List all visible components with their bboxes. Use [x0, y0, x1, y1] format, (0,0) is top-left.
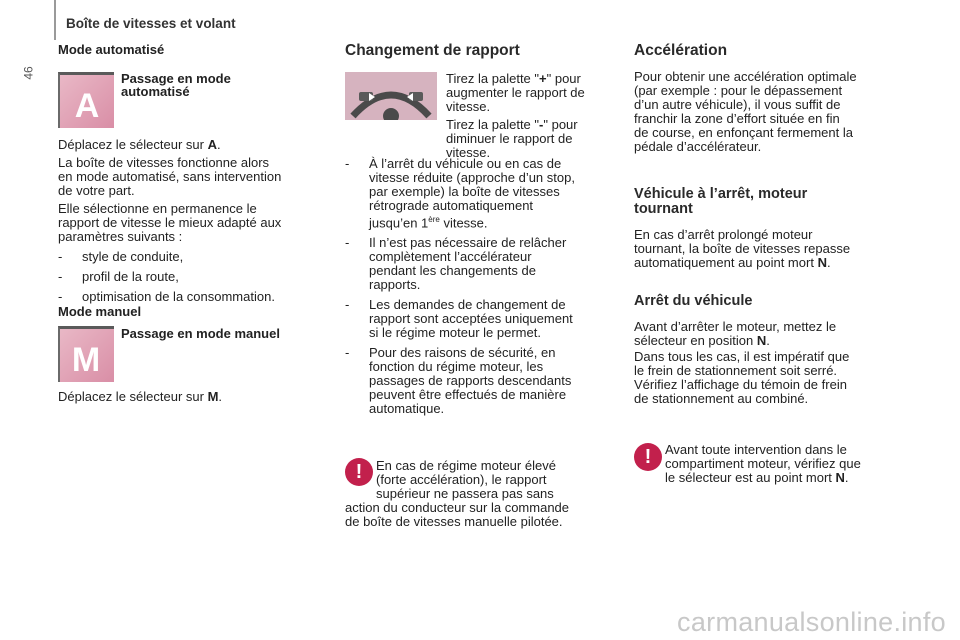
parking-brake-text: Dans tous les cas, il est impératif que le frein de stationnement soit serré. Vérifiez l’affichage du témoin de frein de stationnement au combiné. — [634, 349, 850, 406]
list-item: - optimisation de la consommation. — [58, 289, 275, 304]
auto-passage-title-line1: Passage en mode — [121, 71, 231, 86]
auto-passage-title — [121, 72, 231, 98]
list-item: - profil de la route, — [58, 269, 179, 284]
vehicle-stopped-text: En cas d’arrêt prolongé moteur tournant, la boîte de vitesses repasse automatiquement au point mort N. — [634, 227, 851, 270]
high-rpm-warning: En cas de régime moteur élevé (forte accélération), le rapport supérieur ne passera pas sans action du conducteur sur la commande de boîte de vitesses manuelle pilotée. — [345, 458, 570, 529]
selector-a-icon — [58, 72, 114, 128]
page-header-title: Boîte de vitesses et volant — [66, 16, 236, 31]
vehicle-stop-heading: Arrêt du véhicule — [634, 293, 753, 309]
page-number: 46 — [21, 66, 36, 80]
acceleration-text: Pour obtenir une accélération optimale (par exemple : pour le dépassement d’un autre véhicule), il vous suffit de franchir la zone d’effort située en fin de course, en enfonçant fermement la pédale d’accélérateur. — [634, 69, 857, 154]
params-list — [58, 250, 330, 304]
paddle-plus-text: Tirez la palette "+" pour augmenter le rapport de vitesse. — [446, 71, 585, 114]
list-item: - Il n’est pas nécessaire de relâcher complètement l’accélérateur pendant les changements de rapports. — [345, 235, 567, 293]
list-item: - À l’arrêt du véhicule ou en cas de vitesse réduite (approche d’un stop, par exemple) la boîte de vitesses rétrograde automatiquement jusqu’en 1ère vitesse. — [345, 156, 575, 231]
gear-change-list — [345, 157, 620, 422]
place-auto-text: Déplacez le sélecteur sur A. — [58, 137, 221, 152]
steering-wheel-paddles-icon — [345, 72, 437, 120]
list-item: - Les demandes de changement de rapport sont acceptées uniquement si le régime moteur le permet. — [345, 297, 573, 341]
mode-auto-heading: Mode automatisé — [58, 42, 165, 57]
paddle-instructions — [446, 72, 616, 160]
vehicle-stopped-heading: Véhicule à l’arrêt, moteur tournant — [634, 186, 808, 217]
list-item: - Pour des raisons de sécurité, en fonction du régime moteur, les passages de rapports descendants peuvent être effectués de manière automatique. — [345, 345, 572, 417]
col1-auto-body — [58, 138, 330, 310]
manual-passage-title: Passage en mode manuel — [121, 326, 280, 341]
mode-manuel-heading: Mode manuel — [58, 304, 142, 319]
selector-a-letter: A — [74, 87, 100, 125]
selector-m-icon — [58, 326, 114, 382]
watermark: carmanualsonline.info — [677, 607, 946, 637]
warning-icon: ! — [634, 443, 662, 471]
warning-icon: ! — [345, 458, 373, 486]
place-manual-text: Déplacez le sélecteur sur M. — [58, 389, 223, 404]
selector-m-letter: M — [71, 341, 101, 379]
list-item: - style de conduite, — [58, 249, 184, 264]
paddle-minus-text: Tirez la palette "-" pour diminuer le rapport de vitesse. — [446, 117, 578, 160]
auto-desc: La boîte de vitesses fonctionne alors en mode automatisé, sans intervention de votre part. — [58, 155, 282, 198]
auto-passage-title-line2: automatisé — [121, 84, 190, 99]
vehicle-stop-text: Avant d’arrêter le moteur, mettez le sélecteur en position N. — [634, 319, 837, 348]
gear-change-heading: Changement de rapport — [345, 42, 520, 59]
header-divider — [54, 0, 56, 40]
engine-compartment-warning: Avant toute intervention dans le compartiment moteur, vérifiez que le sélecteur est au point mort N. — [665, 442, 861, 485]
select-desc: Elle sélectionne en permanence le rapport de vitesse le mieux adapté aux paramètres suivants : — [58, 201, 282, 244]
acceleration-heading: Accélération — [634, 42, 728, 59]
